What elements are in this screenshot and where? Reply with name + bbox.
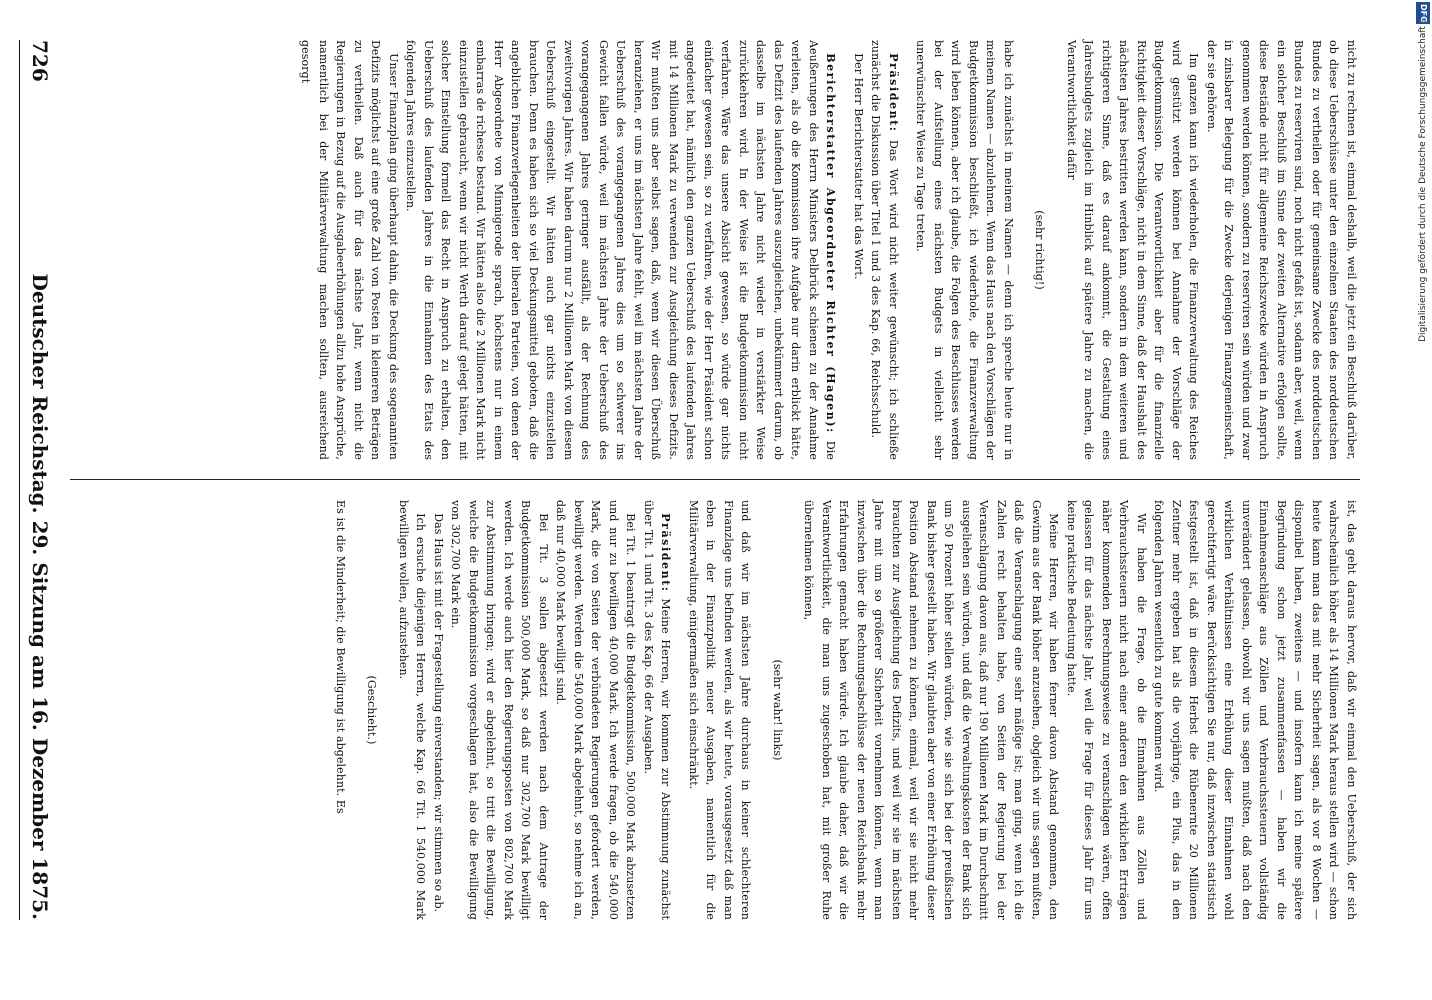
- speech-text: Meine Herren, wir kommen zur Abstimmung zunächst über Tit. 1 und Tit. 3 des Kap. 66 der Ausgaben.: [642, 500, 673, 920]
- speaker-label: Berichterstatter Abgeordneter Richter (Hagen):: [824, 53, 838, 434]
- applause-note: (Geschieht.): [365, 675, 379, 745]
- speaker-label: Präsident:: [887, 53, 900, 133]
- applause-note: (sehr richtig!): [1033, 210, 1047, 290]
- speech-paragraph: [867, 40, 902, 460]
- left-column: [70, 40, 1360, 460]
- paragraph: Wir haben die Frage, ob die Einnahmen aus Zöllen und Verbrauchssteuern nicht nach einer anderen den wirklichen Erträgen näher kommenden Berechnungsweise zu veranschlagen wären, offen gelassen für das nächste Jahr, weil die Frage für dieses Jahr für uns keine praktische Bedeutung hatte.: [1065, 500, 1148, 920]
- digitization-strip: [1410, 0, 1432, 1000]
- paragraph: ist, das geht daraus hervor, daß wir einmal den Ueberschuß, der sich wahrscheinlich höher als 14 Millionen Mark heraus stellen wird — schon heute kann man das mit mehr Sicherheit sagen, als vor 8 Wochen — disponibel haben, zweitens — und insofern kann ich meine spätere Begründung schon jetzt zusammenfassen — haben wir die Einnahmeanschläge aus Zöllen und Verbrauchssteuern vollständig unverändert gelassen, obwohl wir uns sagen mußten, daß nach den wirklichen Verhältnissen eine Erhöhung dieser Einnahmen wohl gerechtfertigt wäre. Berücksichtigen Sie nur, daß inzwischen statistisch festgestellt ist, daß in diesem Herbst die Rübenernte 20 Millionen Zentner mehr ergeben hat als die vorjährige, ein Plus, das in den folgenden Jahren wesentlich zu gute kommen wird.: [1152, 500, 1358, 920]
- page-number: 726: [28, 40, 52, 82]
- spacer: [840, 40, 850, 460]
- paragraph: Im ganzen kann ich wiederholen, die Finanzverwaltung des Reiches wird gestützt werden können bei Annahme der Vorschläge der Budgetkommission. Die Verantwortlichkeit aber für die finanzielle Richtigkeit dieser Vorschläge, nicht in dem Sinne, daß der Haushalt des nächsten Jahres bestritten werden kann, sondern in dem weiteren und richtigeren Sinne, daß es darauf ankommt, die Gestaltung eines Jahresbudgets zugleich im Hinblick auf spätere Jahre zu machen, die Verantwortlichkeit dafür: [1065, 40, 1201, 460]
- speech-text: Die Aeußerungen des Herrn Ministers Delbrück schienen zu der Annahme verleiten, als ob die Kommission ihre Aufgabe nur darin erblickt hätte, das Defizit des laufenden Jahres auszugleichen, unbekümmert darum, ob dasselbe im nächsten Jahre nicht wieder in verstärkter Weise zurückkehren wird. In der Weise ist die Budgetkommission nicht verfahren. Wäre das unsere Absicht gewesen, so würde gar nichts einfacher gewesen sein, so zu verfahren, wie der Herr Präsident schon angedeutet hat, nämlich den ganzen Ueberschuß des laufenden Jahres mit 14 Millionen Mark zu verwenden zur Ausgleichung dieses Defizits. Wir mußten uns aber selbst sagen, daß, wenn wir diesen Überschuß heranziehen, er uns im nächsten Jahre fehlt, weil im nächsten Jahre der Ueberschuß des vorangegangenen Jahres dies um so schwerer ins Gewicht fallen würde, weil im nächsten Jahre der Ueberschuß des vorangegangenen Jahres geringer ausfällt, als der Rechnung des zweitvorigen Jahres. Wir haben darum nur 2 Millionen Mark von diesem Ueberschuß eingestellt. Wir hätten auch gar nichts einzustellen brauchen. Denn es haben sich so viel Deckungsmittel geboten, daß die angeblichen Finanzverlegenheiten der liberalen Parteien, von denen der Herr Abgeordnete von Minnigerode sprach, höchstens nur in einem embarras de richesse bestand. Wir hätten also die 2 Millionen Mark nicht einzustellen gebraucht, wenn wir nicht Werth darauf gelegt hätten, mit solcher Einstellung formell das Recht in Anspruch zu erhalten, den Ueberschuß des laufenden Jahres in die Einnahmen des Etats des folgenden Jahres einzustellen.: [404, 40, 838, 460]
- paragraph: Bei Tit. 3 sollen abgesetzt werden nach dem Antrage der Budgetkommission 500,000 Mark, so daß nur 302,700 Mark bewilligt werden. Ich werde auch hier den Regierungsposten von 802,700 Mark zur Abstimmung bringen; wird er abgelehnt, so tritt die Bewilligung, welche die Budgetkommission vorgeschlagen hat, also die Bewilligung von 302,700 Mark ein.: [449, 500, 550, 920]
- dfg-logo: DFG: [1416, 2, 1430, 24]
- page-header: [19, 40, 60, 920]
- paragraph: Ich ersuche diejenigen Herren, welche Kap. 66 Tit. 1 540,000 Mark bewilligen wollen, aufzustehen.: [397, 500, 428, 920]
- speech-paragraph: [640, 500, 675, 920]
- paragraph: Das Haus ist mit der Fragestellung einverstanden; wir stimmen so ab.: [432, 513, 445, 913]
- paragraph: Der Herr Berichterstatter hat das Wort.: [852, 53, 865, 280]
- spacer: [902, 40, 912, 460]
- paragraph: Unser Finanzplan ging überhaupt dahin, die Deckung des sogenannten Defizits möglichst auf eine große Zahl von Posten in kleineren Beträgen zu vertheilen. Daß auch für das nächste Jahr, wenn nicht die Regierungen in Bezug auf die Ausgabeerhöhungen allzu hohe Ansprüche, namentlich bei der Militärverwaltung machen sollten, ausreichend gesorgt: [299, 40, 400, 460]
- page-title: Deutscher Reichstag. 29. Sitzung am 16. Dezember 1875.: [28, 273, 52, 920]
- spacer: [675, 500, 685, 920]
- speech-text: Das Wort wird nicht weiter gewünscht; ich schließe zunächst die Diskussion über Titel 1 und 3 des Kap. 66, Reichsschuld.: [869, 40, 900, 460]
- column-divider: [70, 479, 1360, 480]
- applause-note: (sehr wahr! links): [771, 659, 784, 761]
- digitization-credit: Digitalisierung gefördert durch die Deutsche Forschungsgemeinschaft -: [1418, 20, 1428, 342]
- speech-paragraph: [402, 40, 840, 460]
- right-column: [70, 500, 1360, 920]
- paragraph: Bei Tit. 1 beantragt die Budgetkommission, 500,000 Mark abzusetzen und nur zu bewilligen 40,000 Mark. Ich werde fragen, ob die 540,000 Mark, die von Seiten der verbündeten Regierungen gefordert werden, bewilligt werden. Werden die 540,000 Mark abgelehnt, so nehme ich an, daß nur 40,000 Mark bewilligt sind.: [554, 500, 638, 920]
- paragraph: habe ich zunächst in meinem Namen — denn ich spreche heute nur in meinem Namen — abzulehnen. Wenn das Haus nach den Vorschlägen der Budgetkommission beschließt, ich wiederhole, die Finanzverwaltung wird leben können, aber ich glaube, die Folgen des Beschlusses werden bei der Aufstellung eines nächsten Budgets in vielleicht sehr unerwünschter Weise zu Tage treten.: [914, 40, 1015, 460]
- paragraph: Meine Herren, wir haben ferner davon Abstand genommen, den Gewinn aus der Bank höher anzusehen, obgleich wir uns sagen mußten, daß die Veranschlagung eine sehr mäßige ist; man ging, wenn ich die Zahlen recht behalten habe, von Seiten der Regierung bei der Veranschlagung davon aus, daß nur 190 Millionen Mark im Durchschnitt ausgeliehen sein würden, und daß die Verwaltungskosten der Bank sich um 50 Prozent höher stellen würden, wie sie sich bei der preußischen Bank bisher gestellt haben. Wir glaubten aber von einer Erhöhung dieser Position Abstand nehmen zu können, einmal, weil wir sie nicht mehr brauchten zur Ausgleichung des Defizits, und weil wir sie im nächsten Jahre mit um so größerer Sicherheit vornehmen können, wenn man inzwischen über die Rechnungsabschlüsse der neuen Reichsbank mehr Erfahrungen gemacht haben würde. Ich glaube daher, daß wir die Verantwortlichkeit, die man uns zugeschoben hat, mit großer Ruhe übernehmen können,: [802, 500, 1061, 920]
- speaker-label: Präsident:: [659, 513, 673, 593]
- paragraph: Es ist die Minderheit; die Bewilligung ist abgelehnt. Es: [334, 500, 347, 814]
- paragraph: und daß wir im nächsten Jahre durchaus in keiner schlechteren Finanzlage uns befinden werden, als wir heute, vorausgesetzt daß man eben in der Finanzpolitik neuer Ausgaben, namentlich für die Militärverwaltung, einigermaßen sich einschränkt.: [687, 500, 753, 920]
- paragraph: nicht zu rechnen ist, einmal deshalb, weil die jetzt ein Beschluß darüber, ob diese Ueberschüsse unter den einzelnen Staaten des norddeutschen Bundes zu vertheilen oder für gemeinsame Zwecke des norddeutschen Bundes zu reserviren sind, noch nicht gefaßt ist, sodann aber, weil, wenn ein solcher Beschluß im Sinne der zweiten Alternative erfolgen sollte, diese Bestände nicht für allgemeine Reichszwecke würden in Anspruch genommen werden können, sondern zu reserviren sein würden und zwar in zinsbarer Belegung für die Zwecke derjenigen Finanzgemeinschaft, der sie gehören.: [1205, 40, 1358, 460]
